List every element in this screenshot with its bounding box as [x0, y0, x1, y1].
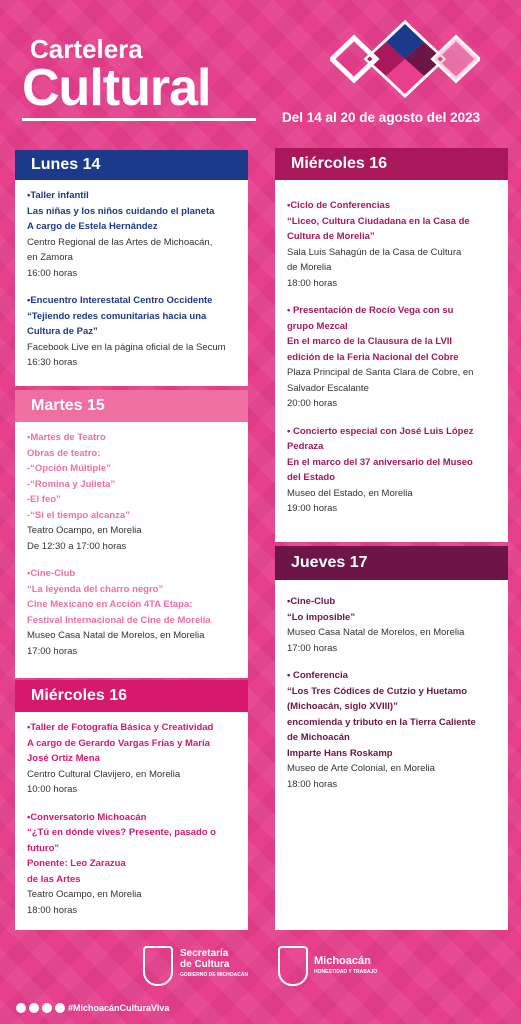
event-title: Festival Internacional de Cine de Morelia — [27, 614, 211, 626]
card-lunes — [15, 180, 248, 386]
day-label: Jueves 17 — [291, 554, 368, 571]
event-title: -“Romina y Julieta” — [27, 478, 116, 490]
event-title: “Liceo, Cultura Ciudadana en la Casa de — [287, 215, 470, 227]
event-title: •Cine-Club — [287, 596, 336, 607]
event — [27, 566, 236, 659]
event — [27, 293, 236, 371]
card-martes — [15, 422, 248, 678]
event-title: “Tejiendo redes comunitarias hacia una — [27, 310, 207, 322]
day-header-miercoles-left — [15, 680, 248, 712]
instagram-icon[interactable] — [55, 1003, 65, 1013]
event-time: 18:00 horas — [287, 277, 338, 289]
event-title: •Cine-Club — [27, 568, 76, 579]
event — [287, 424, 496, 517]
event-title: edición de la Feria Nacional del Cobre — [287, 351, 459, 363]
event-title: •Taller de Fotografía Básica y Creatividad — [27, 722, 214, 733]
day-label: Lunes 14 — [31, 156, 101, 173]
secretaria-sub: GOBIERNO DE MICHOACÁN — [180, 972, 249, 978]
secretaria-logo — [180, 948, 248, 981]
event-title: “¿Tú en dónde vives? Presente, pasado o — [27, 827, 216, 838]
event-title: grupo Mezcal — [287, 320, 348, 332]
event-title: (Michoacán, siglo XVIII)” — [287, 701, 398, 712]
event-title: • Presentación de Rocío Vega con su — [287, 305, 454, 316]
event-title: Pedraza — [287, 441, 324, 452]
event-title: encomienda y tributo en la Tierra Caliente — [287, 716, 476, 728]
event — [27, 810, 236, 919]
day-label: Miércoles 16 — [291, 155, 388, 172]
event — [287, 303, 496, 412]
event-time: 20:00 horas — [287, 398, 338, 409]
event-info: Facebook Live en la página oficial de la Secum — [27, 341, 226, 353]
event-info: Museo Casa Natal de Morelos, en Morelia — [287, 627, 465, 638]
event-info: Museo Casa Natal de Morelos, en Morelia — [27, 630, 205, 641]
event-info: Salvador Escalante — [287, 382, 369, 394]
event-info: Teatro Ocampo, en Morelia — [27, 889, 142, 900]
event-info: Museo del Estado, en Morelia — [287, 487, 413, 499]
card-jueves — [275, 580, 508, 930]
event-info: de Morelia — [287, 262, 332, 273]
event-title: •Conversatorio Michoacán — [27, 811, 147, 823]
card-miercoles-right — [275, 180, 508, 542]
secretaria-line-1: Secretaría — [180, 948, 229, 959]
event-title: •Encuentro Interestatal Centro Occidente — [27, 295, 213, 306]
twitter-icon[interactable] — [29, 1003, 39, 1013]
card-miercoles-left — [15, 712, 248, 930]
event-title: -“Opción Múltiple” — [27, 463, 111, 474]
event-title: “Los Tres Códices de Cutzio y Huetamo — [287, 685, 468, 697]
event-title: A cargo de Gerardo Vargas Frías y María — [27, 737, 210, 749]
event-title: José Ortiz Mena — [27, 753, 100, 764]
date-range: Del 14 al 20 de agosto del 2023 — [282, 110, 481, 125]
event-title: del Estado — [287, 472, 336, 483]
crest-icon — [278, 946, 308, 986]
social-bar — [16, 1003, 169, 1013]
event-title: de las Artes — [27, 873, 81, 885]
title-line-1: Cartelera — [30, 34, 143, 64]
event-info: en Zamora — [27, 252, 73, 263]
michoacan-logo — [314, 956, 377, 978]
event-title: Obras de teatro: — [27, 447, 101, 459]
event-title: -El feo” — [27, 494, 61, 505]
event-time: De 12:30 a 17:00 horas — [27, 540, 127, 552]
title-line-2: Cultural — [22, 59, 211, 117]
diamond-logo-icon — [330, 12, 480, 107]
event-info: Plaza Principal de Santa Clara de Cobre, en — [287, 367, 474, 378]
event-time: 18:00 horas — [27, 904, 78, 916]
day-label: Martes 15 — [31, 397, 105, 414]
event — [287, 594, 496, 656]
event-title: de Michoacán — [287, 732, 350, 743]
event-title: -“Si el tiempo alcanza” — [27, 509, 130, 521]
event — [27, 188, 236, 281]
michoacan-name: Michoacán — [314, 955, 371, 967]
event-info: Centro Cultural Clavijero, en Morelia — [27, 768, 181, 780]
event-title: Ponente: Leo Zarazua — [27, 858, 126, 869]
youtube-icon[interactable] — [42, 1003, 52, 1013]
event-time: 10:00 horas — [27, 784, 78, 795]
event-title: En el marco de la Clausura de la LVII — [287, 336, 453, 347]
event-info: Teatro Ocampo, en Morelia — [27, 525, 142, 536]
secretaria-line-2: de Cultura — [180, 959, 230, 970]
event-time: 19:00 horas — [287, 503, 338, 514]
event — [27, 430, 236, 554]
hashtag: #MichoacánCulturaViva — [68, 1003, 170, 1013]
event-info: Sala Luis Sahagún de la Casa de Cultura — [287, 246, 462, 258]
event-title: Cultura de Morelia” — [287, 231, 375, 242]
event-title: Cine Mexicano en Acción 4TA Etapa: — [27, 599, 193, 610]
event-time: 17:00 horas — [27, 645, 78, 657]
event — [287, 198, 496, 291]
event-time: 18:00 horas — [287, 778, 338, 790]
event-title: •Martes de Teatro — [27, 432, 106, 443]
event-title: Cultura de Paz” — [27, 326, 98, 337]
day-header-lunes — [15, 150, 248, 180]
event-time: 16:00 horas — [27, 267, 78, 279]
event-time: 16:30 horas — [27, 357, 78, 368]
event-title: “Lo imposible” — [287, 611, 356, 623]
day-header-miercoles-right — [275, 148, 508, 180]
event-title: Imparte Hans Roskamp — [287, 747, 393, 759]
event-info: Museo de Arte Colonial, en Morelia — [287, 763, 435, 774]
crest-icon — [143, 946, 173, 986]
event-title: A cargo de Estela Hernández — [27, 221, 158, 232]
event-title: “La leyenda del charro negro” — [27, 583, 164, 595]
day-header-jueves — [275, 546, 508, 580]
event-title: Las niñas y los niños cuidando el planeta — [27, 205, 215, 217]
event-title: • Concierto especial con José Luis López — [287, 425, 474, 437]
event-title: En el marco del 37 aniversario del Museo — [287, 456, 473, 468]
day-header-martes — [15, 390, 248, 422]
event — [27, 720, 236, 798]
event-title: • Conferencia — [287, 670, 348, 681]
day-label: Miércoles 16 — [31, 687, 128, 704]
title-underline — [22, 118, 256, 121]
michoacan-sub: HONESTIDAD Y TRABAJO — [314, 969, 378, 975]
event-title: futuro” — [27, 842, 60, 854]
facebook-icon[interactable] — [16, 1003, 26, 1013]
event — [287, 668, 496, 792]
event-info: Centro Regional de las Artes de Michoacán, — [27, 236, 213, 248]
event-title: •Taller infantil — [27, 190, 89, 201]
event-title: •Ciclo de Conferencias — [287, 200, 391, 211]
event-time: 17:00 horas — [287, 642, 338, 654]
